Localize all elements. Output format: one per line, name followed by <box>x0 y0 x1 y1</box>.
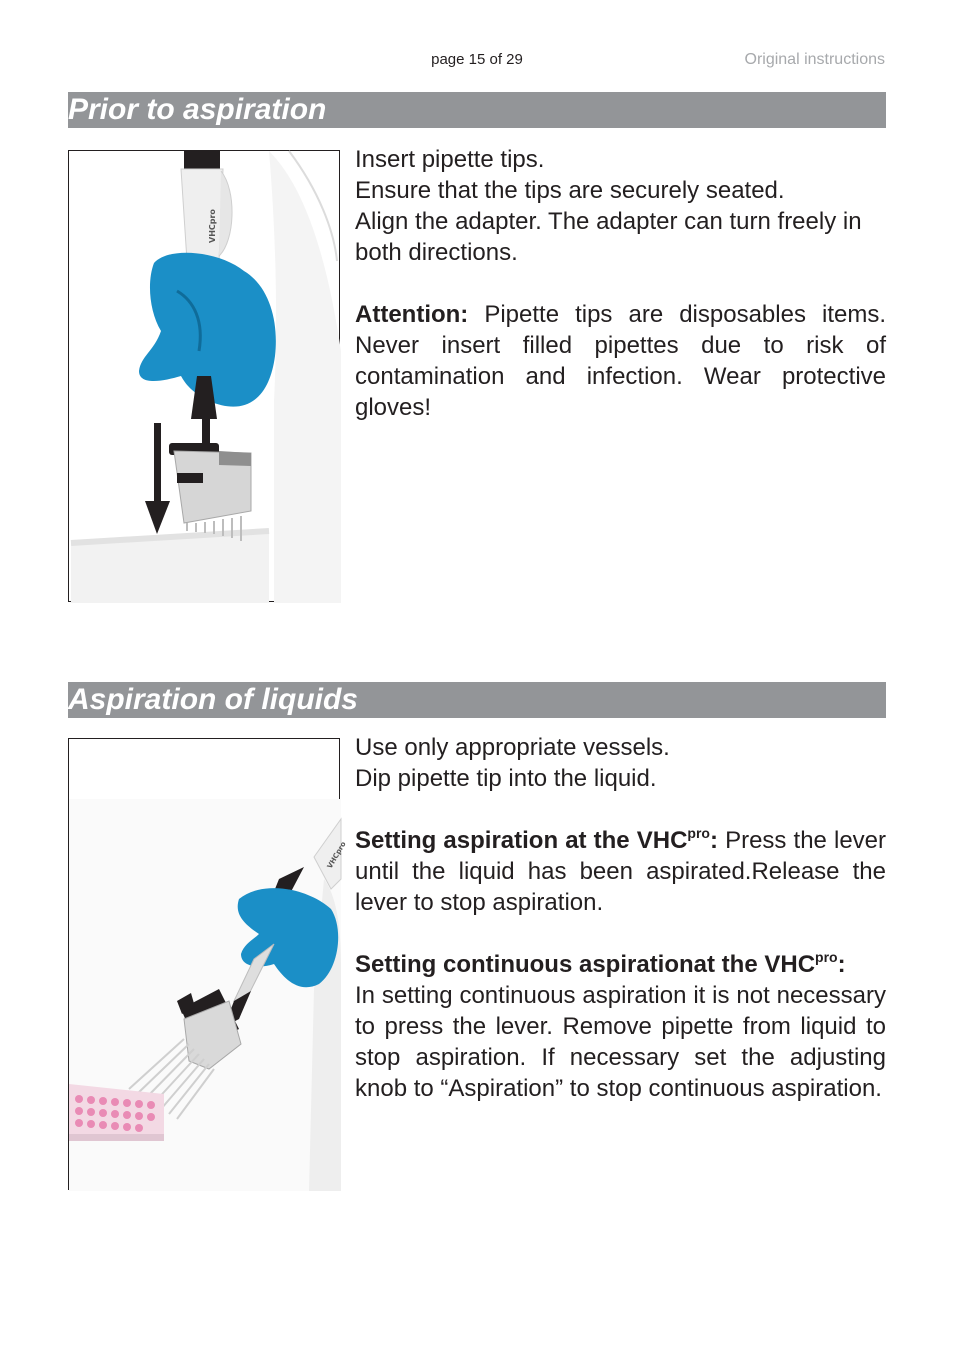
continuous-aspiration-label: Setting continuous aspirationat the VHC <box>355 951 816 978</box>
section-heading-prior-to-aspiration <box>68 92 886 128</box>
doc-label: Original instructions <box>744 51 885 68</box>
label-colon: : <box>837 951 846 978</box>
aspiration-of-liquids-text <box>355 732 886 1104</box>
aspiration-photo <box>68 738 348 1190</box>
instruction-line: Align the adapter. The adapter can turn freely in both directions. <box>355 208 862 266</box>
setting-aspiration-label: Setting aspiration at the VHC <box>355 827 688 854</box>
setting-aspiration-paragraph <box>355 825 886 918</box>
pipette-brand-text: VHCpro <box>208 209 217 243</box>
prior-to-aspiration-text <box>355 144 886 423</box>
setting-aspiration-text: Press the lever until the liquid has been aspirated.Release the lever to stop aspiration. <box>355 827 887 916</box>
instruction-line: Insert pipette tips. <box>355 146 545 173</box>
attention-paragraph <box>355 299 886 423</box>
pipette-tips-photo <box>68 150 340 602</box>
section-title: Prior to aspiration <box>68 93 327 126</box>
continuous-aspiration-paragraph <box>355 949 886 1104</box>
vhc-superscript: pro <box>815 949 838 965</box>
pipette-brand-text: VHCpro <box>325 840 348 870</box>
instruction-line: Ensure that the tips are securely seated. <box>355 177 785 204</box>
attention-text: Pipette tips are disposables items. Never insert filled pipettes due to risk of contamination and infection. Wear protective gloves! <box>355 301 886 421</box>
instruction-line: Use only appropriate vessels. <box>355 734 670 761</box>
vhc-superscript: pro <box>687 825 710 841</box>
attention-label: Attention: <box>355 301 469 328</box>
section-title: Aspiration of liquids <box>68 683 358 716</box>
instruction-line: Dip pipette tip into the liquid. <box>355 765 657 792</box>
continuous-aspiration-text: In setting continuous aspiration it is not necessary to press the lever. Remove pipette from liquid to stop aspiration. If necessary set the adjusting knob to “Aspiration” to stop continuous aspiration. <box>355 982 886 1102</box>
label-colon: : <box>709 827 718 854</box>
page-number: page 15 of 29 <box>431 51 523 68</box>
section-heading-aspiration-of-liquids <box>68 682 886 718</box>
